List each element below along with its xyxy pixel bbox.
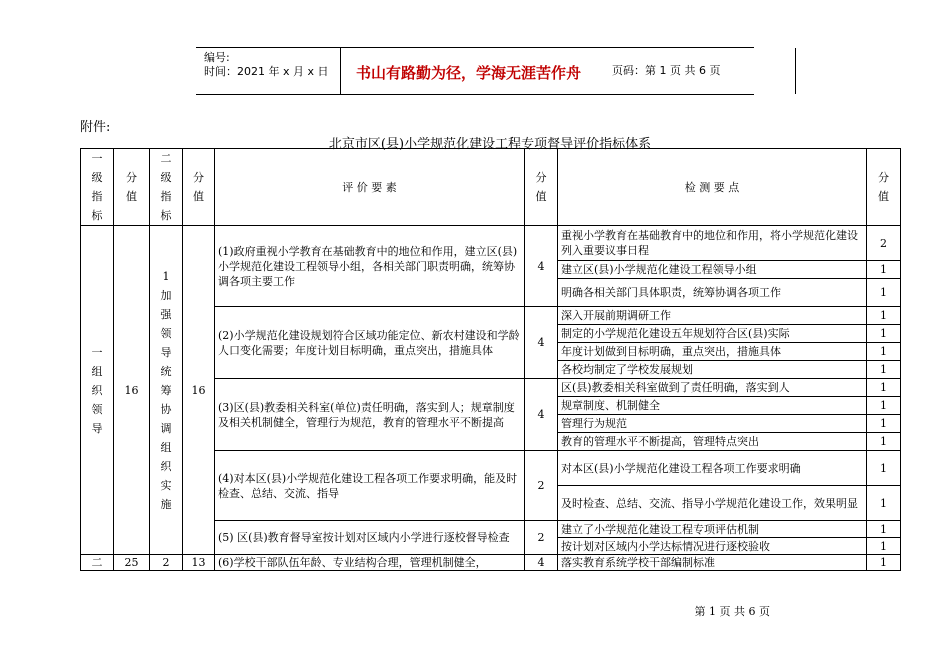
point-cell: 区(县)教委相关科室做到了责任明确，落实到人 (558, 379, 867, 397)
point-score: 1 (867, 486, 901, 521)
criteria-cell: (4)对本区(县)小学规范化建设工程各项工作要求明确，能及时检查、总结、交流、指导 (215, 451, 525, 521)
col-points: 检 测 要 点 (558, 149, 867, 226)
col-level1: 一级指标 (81, 149, 114, 226)
page-header (196, 47, 754, 95)
criteria-cell: (3)区(县)教委相关科室(单位)责任明确，落实到人；规章制度及相关机制健全，管理行为规范，教育的管理水平不断提高 (215, 379, 525, 451)
criteria-cell: (1)政府重视小学教育在基础教育中的地位和作用，建立区(县)小学规范化建设工程领导小组，各相关部门职责明确，统筹协调各项主要工作 (215, 226, 525, 307)
point-score: 1 (867, 361, 901, 379)
col-criteria: 评 价 要 素 (215, 149, 525, 226)
point-cell: 管理行为规范 (558, 415, 867, 433)
point-score: 1 (867, 325, 901, 343)
header-meta (196, 48, 340, 94)
level2-score: 16 (183, 226, 215, 555)
point-cell: 建立了小学规范化建设工程专项评估机制 (558, 521, 867, 538)
attachment-label: 附件: (80, 120, 111, 135)
level2-cell: 1加强领导统筹协调组织实施 (150, 226, 183, 555)
point-score: 1 (867, 521, 901, 538)
point-score: 1 (867, 261, 901, 279)
point-cell: 重视小学教育在基础教育中的地位和作用，将小学规范化建设列入重要议事日程 (558, 226, 867, 261)
col-score4: 分值 (867, 149, 901, 226)
level2-score: 13 (183, 555, 215, 571)
motto: 书山有路勤为径，学海无涯苦作舟 (356, 64, 582, 82)
header-page-number: 页码：第 1 页 共 6 页 (612, 64, 721, 77)
col-score1: 分值 (114, 149, 150, 226)
criteria-score: 4 (525, 226, 558, 307)
col-score3: 分值 (525, 149, 558, 226)
page-footer: 第 1 页 共 6 页 (694, 605, 770, 618)
criteria-cell: (6)学校干部队伍年龄、专业结构合理，管理机制健全， (215, 555, 525, 571)
evaluation-table (80, 148, 901, 571)
point-cell: 规章制度、机制健全 (558, 397, 867, 415)
level1-cell: 一组织领导 (81, 226, 114, 555)
level2-cell: 2 (150, 555, 183, 571)
criteria-score: 4 (525, 307, 558, 379)
point-score: 2 (867, 226, 901, 261)
point-cell: 深入开展前期调研工作 (558, 307, 867, 325)
point-score: 1 (867, 415, 901, 433)
criteria-score: 2 (525, 521, 558, 555)
col-score2: 分值 (183, 149, 215, 226)
level1-cell: 二 (81, 555, 114, 571)
point-cell: 明确各相关部门具体职责，统筹协调各项工作 (558, 279, 867, 307)
point-cell: 年度计划做到目标明确，重点突出，措施具体 (558, 343, 867, 361)
point-score: 1 (867, 555, 901, 571)
criteria-cell: (5) 区(县)教育督导室按计划对区域内小学进行逐校督导检查 (215, 521, 525, 555)
criteria-score: 4 (525, 555, 558, 571)
document-number: 编号: (204, 51, 230, 64)
point-cell: 对本区(县)小学规范化建设工程各项工作要求明确 (558, 451, 867, 486)
point-cell: 按计划对区域内小学达标情况进行逐校验收 (558, 538, 867, 555)
table-row (81, 226, 901, 261)
table-row (81, 555, 901, 571)
point-score: 1 (867, 433, 901, 451)
point-score: 1 (867, 538, 901, 555)
col-level2: 二级指标 (150, 149, 183, 226)
level1-score: 25 (114, 555, 150, 571)
point-score: 1 (867, 307, 901, 325)
criteria-score: 4 (525, 379, 558, 451)
header-row (81, 149, 901, 226)
point-score: 1 (867, 279, 901, 307)
point-score: 1 (867, 397, 901, 415)
table-title: 北京市区(县)小学规范化建设工程专项督导评价指标体系 (328, 137, 652, 152)
point-cell: 各校均制定了学校发展规划 (558, 361, 867, 379)
level1-score: 16 (114, 226, 150, 555)
document-date: 时间：2021 年 x 月 x 日 (204, 65, 329, 78)
point-cell: 制定的小学规范化建设五年规划符合区(县)实际 (558, 325, 867, 343)
criteria-score: 2 (525, 451, 558, 521)
point-cell: 教育的管理水平不断提高，管理特点突出 (558, 433, 867, 451)
point-score: 1 (867, 451, 901, 486)
point-cell: 及时检查、总结、交流、指导小学规范化建设工作，效果明显 (558, 486, 867, 521)
point-score: 1 (867, 379, 901, 397)
criteria-cell: (2)小学规范化建设规划符合区域功能定位、新农村建设和学龄人口变化需要；年度计划目标明确，重点突出，措施具体 (215, 307, 525, 379)
point-cell: 建立区(县)小学规范化建设工程领导小组 (558, 261, 867, 279)
point-cell: 落实教育系统学校干部编制标准 (558, 555, 867, 571)
point-score: 1 (867, 343, 901, 361)
